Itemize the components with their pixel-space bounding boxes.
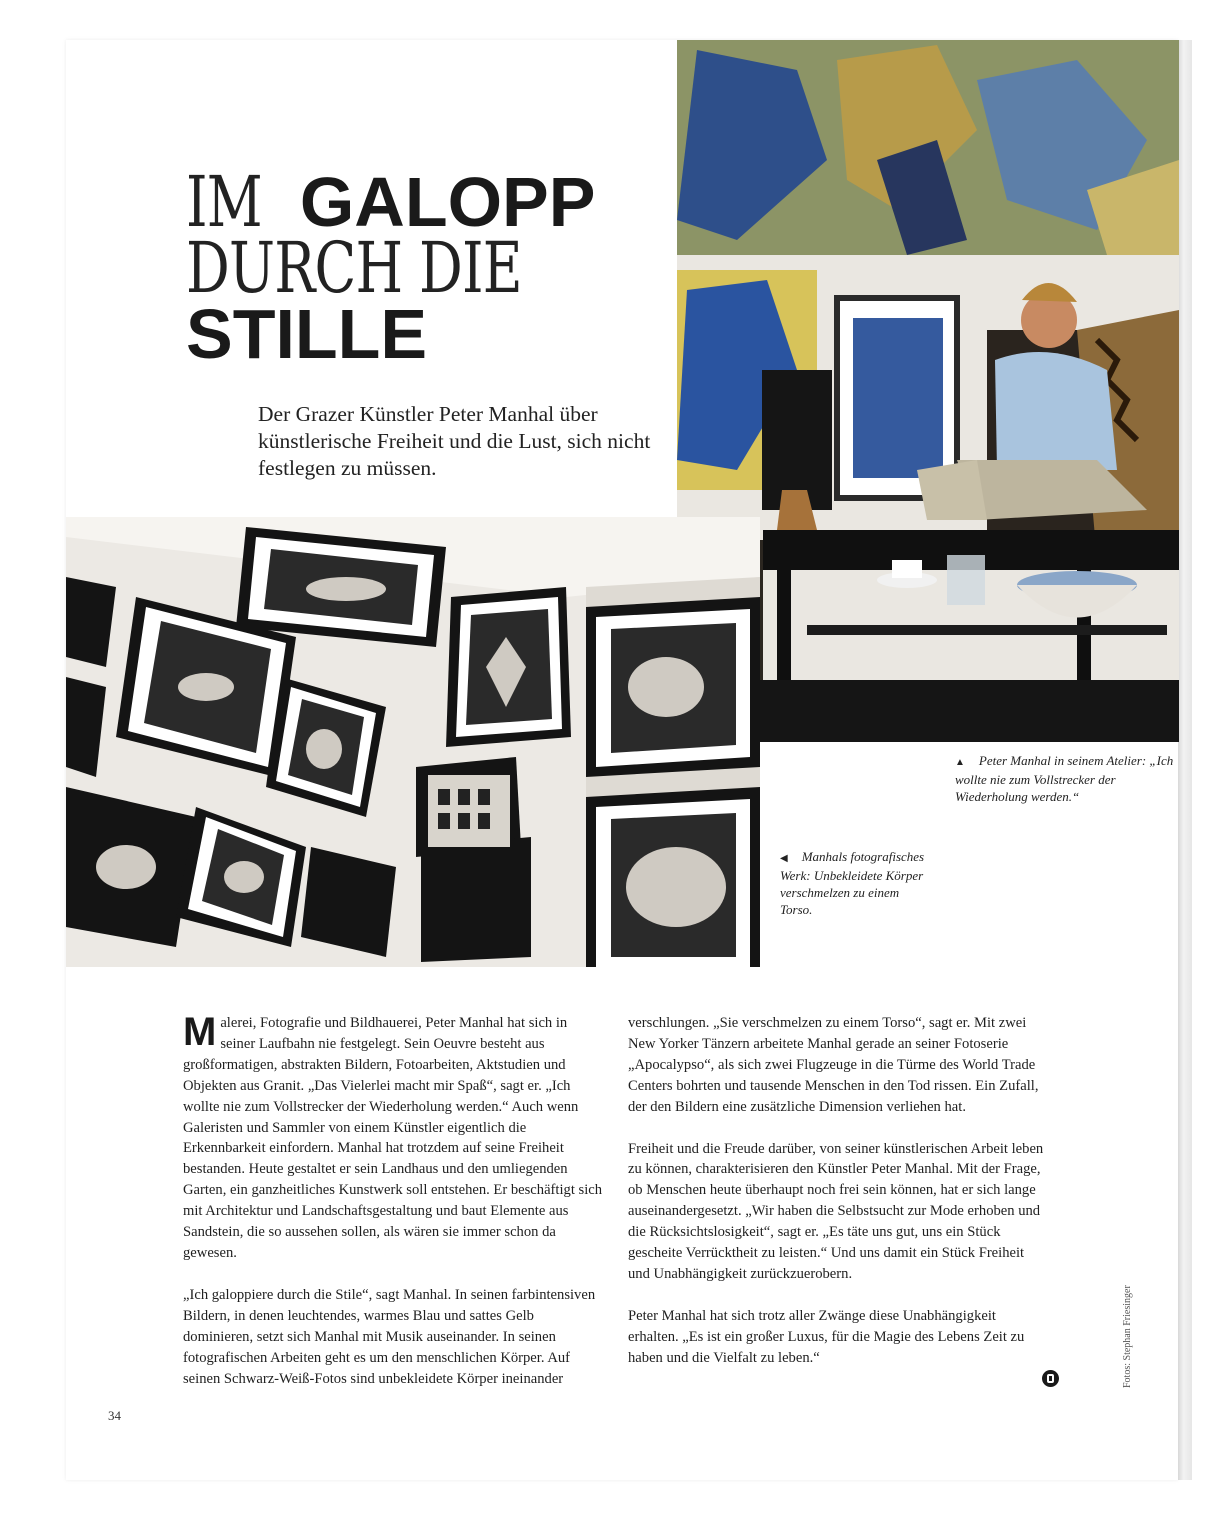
body-paragraph-1 (183, 1010, 603, 1264)
body-paragraph-4: Freiheit und die Freude darüber, von seiner künstlerischen Arbeit leben zu können, charakterisieren den Künstler Peter Manhal. Mit der Frage, ob Menschen heute überhaupt noch frei sein können, hat er sich lange auseinandergesetzt. „Wir haben die Selbstsucht zur Mode erhoben und die Rücksichtslosigkeit“, sagt er. „Es täte uns gut, uns ein Stück gescheite Verrücktheit zu leisten.“ Und uns damit ein Stück Freiheit und Unabhängigkeit zurückzuerobern. (628, 1140, 1044, 1282)
headline-bold-line: STILLE (186, 295, 428, 373)
left-arrow-icon: ◀ (780, 853, 788, 864)
body-paragraph-2: „Ich galoppiere durch die Stile“, sagt Manhal. In seinen farbintensiven Bildern, in denen leuchtendes, warmes Blau und sattes Gelb dominieren, setzt sich Manhal mit Musik auseinander. In seinen fotografischen Arbeiten geht es um den menschlichen Körper. Auf seinen Schwarz-Weiß-Fotos sind unbekleidete Körper ineinander (183, 1286, 596, 1387)
background-margin (0, 0, 66, 1520)
page-number: 34 (108, 1408, 121, 1423)
end-mark-icon (1042, 1370, 1059, 1387)
up-arrow-icon: ▲ (955, 757, 965, 768)
subtitle: Der Grazer Künstler Peter Manhal über künstlerische Freiheit und die Lust, sich nicht festlegen zu müssen. (258, 402, 651, 480)
headline-bold-word: GALOPP (299, 163, 596, 241)
drop-cap: M (183, 1010, 217, 1054)
headline-line-3 (186, 295, 656, 373)
gallery-photo-illustration (66, 517, 760, 967)
end-mark (1030, 1373, 1059, 1391)
body-column-left (183, 1010, 603, 1389)
body-paragraph-3: verschlungen. „Sie verschmelzen zu einem Torso“, sagt er. Mit zwei New Yorker Tänzern arbeitete Manhal gerade an seiner Fotoserie „Apocalypso“, als sich zwei Flugzeuge in die Türme des World Trade Centers bohrten und tausende Menschen in den Tod rissen. Ein Zufall, der den Bildern eine zusätzliche Dimension verliehen hat. (628, 1015, 1039, 1115)
headline-light-word: IM (186, 161, 262, 243)
caption-atelier (955, 752, 1175, 805)
photo-credit: Fotos: Stephan Friesinger (1122, 1285, 1133, 1388)
headline-line-2 (186, 227, 656, 309)
headline (186, 161, 656, 373)
body-paragraph-5: Peter Manhal hat sich trotz aller Zwänge diese Unabhängigkeit erhalten. „Es ist ein großer Luxus, für die Magie des Lebens Zeit zu haben und die Vielfalt zu leben.“ (628, 1307, 1025, 1366)
gallery-photo (66, 517, 760, 967)
page-edge (1178, 40, 1192, 1480)
headline-light-line: DURCH DIE (186, 227, 522, 309)
caption-photo-work (780, 848, 930, 918)
caption-photo-work-text: Manhals fotografisches Werk: Unbekleidete Körper verschmelzen zu einem Torso. (780, 849, 925, 917)
body-column-right (628, 1013, 1048, 1369)
caption-atelier-text: Peter Manhal in seinem Atelier: „Ich wollte nie zum Vollstrecker der Wiederholung werden.“ (955, 753, 1174, 804)
body-paragraph-1-text: alerei, Fotografie und Bildhauerei, Peter Manhal hat sich in seiner Laufbahn nie festgelegt. Sein Oeuvre besteht aus großformatigen, abstrakten Bildern, Fotoarbeiten, Aktstudien und Objekten aus Granit. „Das Vielerlei macht mir Spaß“, sagt er. „Ich wollte nie zum Vollstrecker der Wiederholung werden.“ Auch wenn Galeristen und Sammler von einem Künstler eigentlich die Erkennbarkeit einfordern. Manhal hat trotzdem auf seine Freiheit bestanden. Heute gestaltet er sein Landhaus und den umliegenden Garten, ein ganzheitliches Kunstwerk soll entstehen. Er beschäftigt sich mit Architektur und Landschaftsgestaltung und baut Elemente aus Sandstein, die so aussehen sollen, als wären sie immer schon da gewesen. (183, 1015, 603, 1261)
